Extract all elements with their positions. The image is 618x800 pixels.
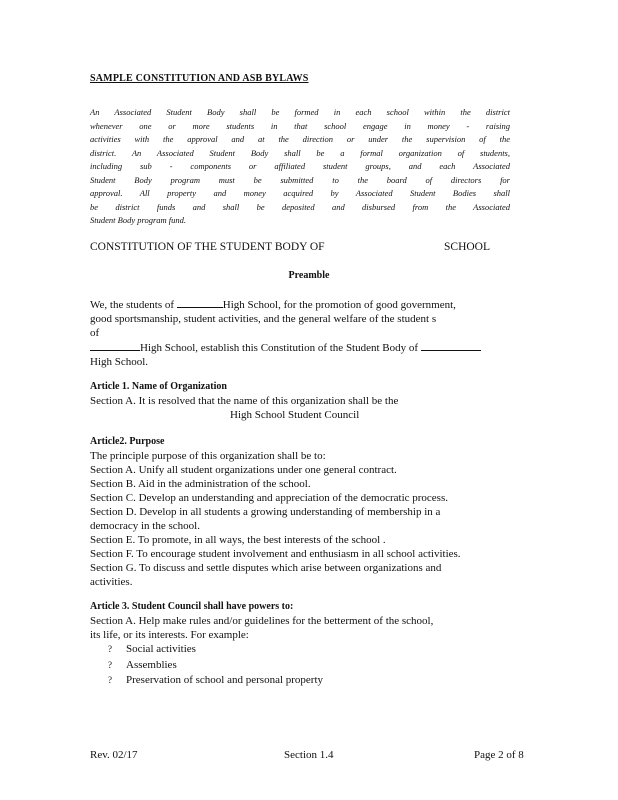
preamble-text: We, the students of <box>90 299 175 311</box>
school-name-blank <box>90 340 140 351</box>
article-2-line: democracy in the school. <box>90 520 200 532</box>
article-2-line: Section B. Aid in the administration of the school. <box>90 478 311 490</box>
article-2-line: Section C. Develop an understanding and appreciation of the democratic process. <box>90 492 448 504</box>
constitution-heading: CONSTITUTION OF THE STUDENT BODY OF <box>90 241 325 253</box>
intro-line: approval. All property and money acquired by Associated Student Bodies shall <box>90 188 510 198</box>
article-2-line: Section F. To encourage student involvement and enthusiasm in all school activities. <box>90 548 461 560</box>
school-name-blank <box>421 340 481 351</box>
bullet-icon: ? <box>108 644 112 654</box>
article-2-line: Section E. To promote, in all ways, the best interests of the school . <box>90 534 386 546</box>
article-3-line: its life, or its interests. For example: <box>90 629 249 641</box>
intro-line: Student Body program must be submitted to the board of directors for <box>90 174 510 185</box>
preamble-title: Preamble <box>288 270 330 281</box>
intro-line: district. An Associated Student Body shall be a formal organization of students, <box>90 147 510 158</box>
article-3-bullet-list <box>108 642 323 689</box>
preamble-text: High School, for the promotion of good government, <box>222 299 456 311</box>
list-item-label: Assemblies <box>126 658 177 671</box>
article-2-line: Section A. Unify all student organizations under one general contract. <box>90 464 397 476</box>
article-3-line: Section A. Help make rules and/or guidelines for the betterment of the school, <box>90 615 434 627</box>
document-title: SAMPLE CONSTITUTION AND ASB BYLAWS <box>90 73 309 84</box>
article-1-line: Section A. It is resolved that the name of this organization shall be the <box>90 395 399 407</box>
article-2-line: Section D. Develop in all students a growing understanding of membership in a <box>90 506 441 518</box>
list-item <box>108 658 323 674</box>
intro-line: Student Body program fund. <box>90 215 187 225</box>
bullet-icon: ? <box>108 675 112 685</box>
constitution-school-label: SCHOOL <box>444 241 491 253</box>
intro-line: whenever one or more students in that school engage in money - raising <box>90 120 510 131</box>
preamble-line: High School. <box>90 356 149 368</box>
intro-line: including sub - components or affiliated student groups, and each Associated <box>90 161 510 171</box>
list-item <box>108 673 323 689</box>
preamble-line <box>90 297 530 312</box>
preamble-line: of <box>90 327 100 339</box>
article-3-title: Article 3. Student Council shall have powers to: <box>90 601 294 612</box>
intro-line: activities with the approval and at the direction or under the supervision of the <box>90 134 510 144</box>
preamble-line: good sportsmanship, student activities, and the general welfare of the student s <box>90 313 437 325</box>
preamble-paragraph <box>90 297 530 369</box>
list-item-label: Social activities <box>126 643 196 655</box>
list-item <box>108 642 323 658</box>
preamble-text: High School, establish this Constitution of the Student Body of <box>140 342 419 354</box>
article-3 <box>90 600 530 642</box>
footer-page-number: Page 2 of 8 <box>474 749 524 761</box>
footer-revision: Rev. 02/17 <box>90 749 138 761</box>
article-2 <box>90 435 530 589</box>
article-2-line: Section G. To discuss and settle disputes which arise between organizations and <box>90 562 442 574</box>
preamble-line <box>90 340 530 355</box>
article-2-line: activities. <box>90 576 133 588</box>
article-2-title: Article2. Purpose <box>90 436 165 447</box>
article-1-line: High School Student Council <box>230 409 360 421</box>
list-item-label: Preservation of school and personal property <box>126 674 324 686</box>
bullet-icon: ? <box>108 659 112 670</box>
intro-line: An Associated Student Body shall be formed in each school within the district <box>90 107 510 117</box>
article-2-line: The principle purpose of this organization shall be to: <box>90 450 326 462</box>
article-1-title: Article 1. Name of Organization <box>90 381 227 392</box>
article-1 <box>90 380 530 422</box>
intro-paragraph <box>90 106 510 228</box>
school-name-blank <box>177 297 223 308</box>
intro-line: be district funds and shall be deposited and disbursed from the Associated <box>90 201 510 212</box>
footer-section: Section 1.4 <box>284 749 334 761</box>
